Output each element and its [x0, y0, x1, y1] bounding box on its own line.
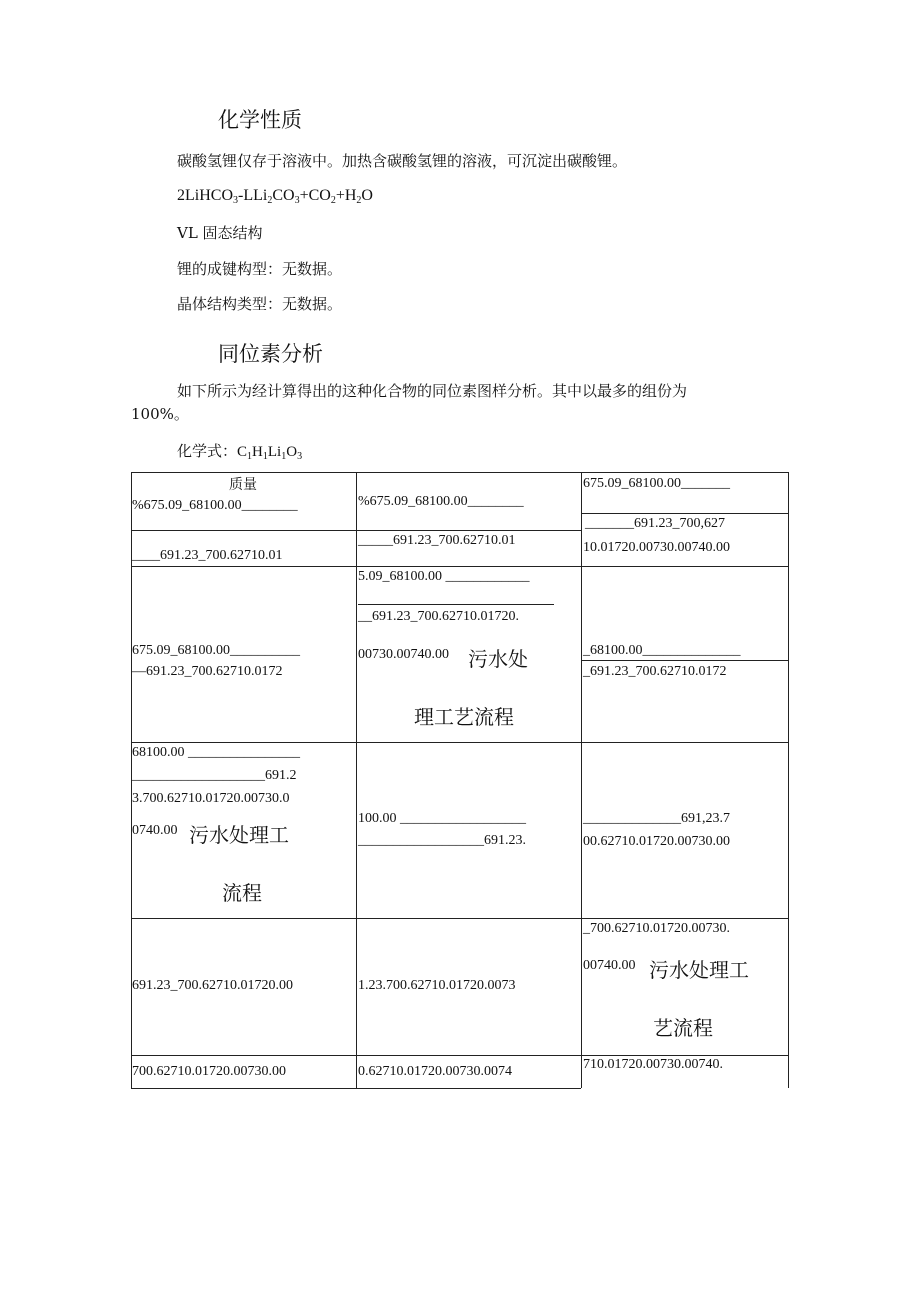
- table-cell-large-text: 艺流程: [653, 1016, 713, 1040]
- heading-isotope-analysis: 同位素分析: [218, 342, 323, 366]
- solid-structure-label: VL 固态结构: [177, 224, 263, 242]
- table-cell: 1.23.700.62710.01720.0073: [358, 978, 516, 993]
- isotope-table: [131, 472, 789, 1090]
- paragraph-chemical-properties: 碳酸氢锂仅存于溶液中。加热含碳酸氢锂的溶液，可沉淀出碳酸锂。: [177, 152, 628, 170]
- table-rule: [131, 566, 789, 567]
- table-cell: %675.09_68100.00________: [132, 498, 298, 513]
- table-border-top: [131, 472, 789, 473]
- table-cell: 68100.00 ________________: [132, 745, 300, 760]
- table-cell: __691.23_700.62710.01720.: [358, 609, 519, 624]
- table-rule: [131, 742, 789, 743]
- table-cell: _691.23_700.62710.0172: [583, 664, 727, 679]
- table-col-divider-2: [581, 472, 582, 1088]
- table-rule: [581, 660, 789, 661]
- table-rule: [131, 1055, 789, 1056]
- table-cell: _____691.23_700.62710.01: [358, 533, 516, 548]
- table-cell: __________________691.23.: [358, 833, 526, 848]
- table-rule: [581, 513, 789, 514]
- table-cell: ___________________691.2: [132, 768, 297, 783]
- table-cell: 675.09_68100.00__________: [132, 643, 300, 658]
- table-border-bottom: [131, 1088, 581, 1089]
- table-rule: [358, 604, 554, 605]
- table-cell: %675.09_68100.00________: [358, 494, 524, 509]
- table-rule: [131, 918, 789, 919]
- table-cell: 675.09_68100.00_______: [583, 476, 730, 491]
- table-cell: 10.01720.00730.00740.00: [583, 540, 730, 555]
- table-cell: 5.09_68100.00 ____________: [358, 569, 530, 584]
- table-cell: 691.23_700.62710.01720.00: [132, 978, 293, 993]
- table-cell: ______________691,23.7: [583, 811, 730, 826]
- table-cell-large-text: 理工艺流程: [414, 705, 514, 729]
- table-cell: _68100.00______________: [583, 643, 741, 658]
- isotope-paragraph-line1: 如下所示为经计算得出的这种化合物的同位素图样分析。其中以最多的组份为: [177, 382, 688, 400]
- table-cell-large-text: 污水处理工: [189, 823, 289, 847]
- table-border-right: [788, 472, 789, 1088]
- table-cell: 710.01720.00730.00740.: [583, 1057, 723, 1072]
- table-cell: —691.23_700.62710.0172: [132, 664, 283, 679]
- table-cell-large-text: 污水处: [468, 647, 528, 671]
- table-cell: _700.62710.01720.00730.: [583, 921, 730, 936]
- table-cell: ____691.23_700.62710.01: [132, 548, 283, 563]
- table-rule: [131, 530, 356, 531]
- table-cell: 3.700.62710.01720.00730.0: [132, 791, 290, 806]
- formula-line: 化学式：$C_1H_1Li_1O_3$: [177, 442, 303, 462]
- table-cell: 100.00 __________________: [358, 811, 526, 826]
- heading-chemical-properties: 化学性质: [218, 108, 302, 132]
- table-cell-large-text: 流程: [222, 881, 262, 905]
- table-col-divider-1: [356, 472, 357, 1088]
- table-cell: 700.62710.01720.00730.00: [132, 1064, 286, 1079]
- table-cell: 质量: [229, 478, 257, 493]
- table-cell: 0.62710.01720.00730.0074: [358, 1064, 512, 1079]
- table-cell: 0740.00: [132, 823, 178, 838]
- isotope-paragraph-line2: 100%。: [131, 405, 189, 423]
- table-cell: 00730.00740.00: [358, 647, 449, 662]
- crystal-structure-line: 晶体结构类型：无数据。: [177, 295, 343, 313]
- table-cell: 00740.00: [583, 958, 636, 973]
- table-cell: 00.62710.01720.00730.00: [583, 834, 730, 849]
- table-rule: [356, 530, 581, 531]
- bond-config-line: 锂的成键构型：无数据。: [177, 260, 343, 278]
- table-cell: _______691.23_700,627: [585, 516, 725, 531]
- chemical-equation: $2LiHCO_3-LLi_2CO_3+CO_2+H_2O$: [177, 187, 373, 206]
- table-cell-large-text: 污水处理工: [649, 958, 749, 982]
